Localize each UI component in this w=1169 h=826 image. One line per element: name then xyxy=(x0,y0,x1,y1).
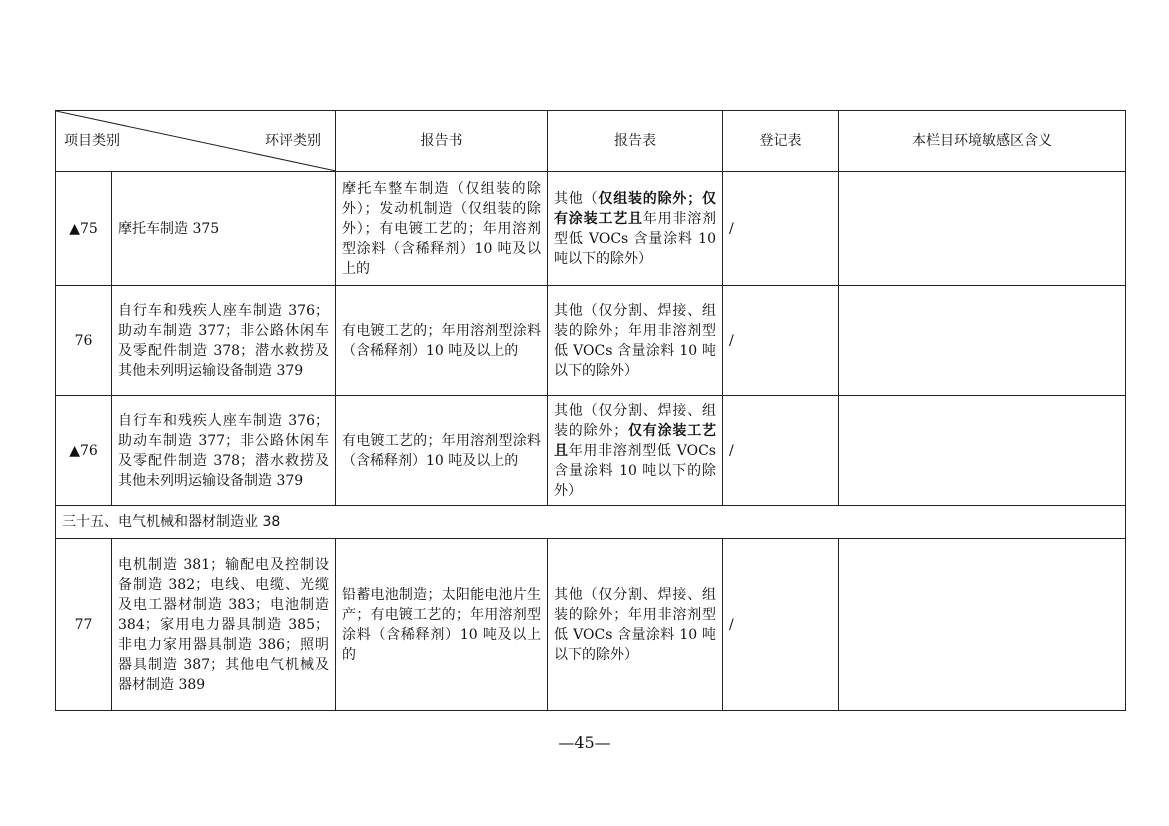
sensitive-area-cell xyxy=(839,396,1126,506)
eia-category-label: 环评类别 xyxy=(265,133,321,149)
registration-cell: / xyxy=(723,286,839,396)
report-form-cell xyxy=(548,396,723,506)
report-form-bold-text: 仅有涂装工艺且 xyxy=(554,422,717,459)
report-form-text: 其他（仅分割、焊接、组装的除外； xyxy=(554,402,716,439)
table-header-row xyxy=(56,111,1126,172)
report-form-cell: 其他（仅分割、焊接、组装的除外；年用非溶剂型低 VOCs 含量涂料 10 吨以下的除外） xyxy=(548,539,723,711)
row-number: 77 xyxy=(56,539,112,711)
registration-form-header: 登记表 xyxy=(723,111,839,172)
report-book-cell: 有电镀工艺的；年用溶剂型涂料（含稀释剂）10 吨及以上的 xyxy=(336,396,548,506)
sensitive-area-cell xyxy=(839,539,1126,711)
table-row xyxy=(56,286,1126,396)
report-form-bold-text: 仅组装的除外；仅有涂装工艺且 xyxy=(554,190,717,227)
report-book-cell: 有电镀工艺的；年用溶剂型涂料（含稀释剂）10 吨及以上的 xyxy=(336,286,548,396)
project-cell: 电机制造 381；输配电及控制设备制造 382；电线、电缆、光缆及电工器材制造 383；电池制造 384；家用电力器具制造 385；非电力家用器具制造 386；照明器具制造 387；其他电气机械及器材制造 389 xyxy=(112,539,336,711)
report-form-cell xyxy=(548,172,723,286)
project-cell: 自行车和残疾人座车制造 376；助动车制造 377；非公路休闲车及零配件制造 378；潜水救捞及其他未列明运输设备制造 379 xyxy=(112,396,336,506)
report-form-cell: 其他（仅分割、焊接、组装的除外；年用非溶剂型低 VOCs 含量涂料 10 吨以下的除外） xyxy=(548,286,723,396)
section-title: 三十五、电气机械和器材制造业 38 xyxy=(56,506,1126,539)
classification-table xyxy=(55,110,1126,711)
table-row xyxy=(56,539,1126,711)
row-number: ▲76 xyxy=(56,396,112,506)
project-cell: 自行车和残疾人座车制造 376；助动车制造 377；非公路休闲车及零配件制造 378；潜水救捞及其他未列明运输设备制造 379 xyxy=(112,286,336,396)
report-form-text: 年用非溶剂型低 VOCs 含量涂料 10 吨以下的除外） xyxy=(554,210,717,267)
report-book-cell: 摩托车整车制造（仅组装的除外）；发动机制造（仅组装的除外）；有电镀工艺的；年用溶剂型涂料（含稀释剂）10 吨及以上的 xyxy=(336,172,548,286)
table-row xyxy=(56,172,1126,286)
report-book-header: 报告书 xyxy=(336,111,548,172)
project-cell: 摩托车制造 375 xyxy=(112,172,336,286)
row-number: ▲75 xyxy=(56,172,112,286)
report-form-text: 其他（ xyxy=(554,190,599,207)
report-book-cell: 铅蓄电池制造；太阳能电池片生产；有电镀工艺的；年用溶剂型涂料（含稀释剂）10 吨及以上的 xyxy=(336,539,548,711)
row-number: 76 xyxy=(56,286,112,396)
registration-cell: / xyxy=(723,396,839,506)
sensitive-area-cell xyxy=(839,172,1126,286)
section-row xyxy=(56,506,1126,539)
registration-cell: / xyxy=(723,539,839,711)
registration-cell: / xyxy=(723,172,839,286)
project-category-label: 项目类别 xyxy=(64,133,120,149)
diagonal-header-cell xyxy=(56,111,336,172)
table-row xyxy=(56,396,1126,506)
report-form-header: 报告表 xyxy=(548,111,723,172)
page-number: —45— xyxy=(558,733,611,752)
sensitive-area-cell xyxy=(839,286,1126,396)
sensitive-area-header: 本栏目环境敏感区含义 xyxy=(839,111,1126,172)
report-form-text: 年用非溶剂型低 VOCs 含量涂料 10 吨以下的除外） xyxy=(554,442,716,499)
